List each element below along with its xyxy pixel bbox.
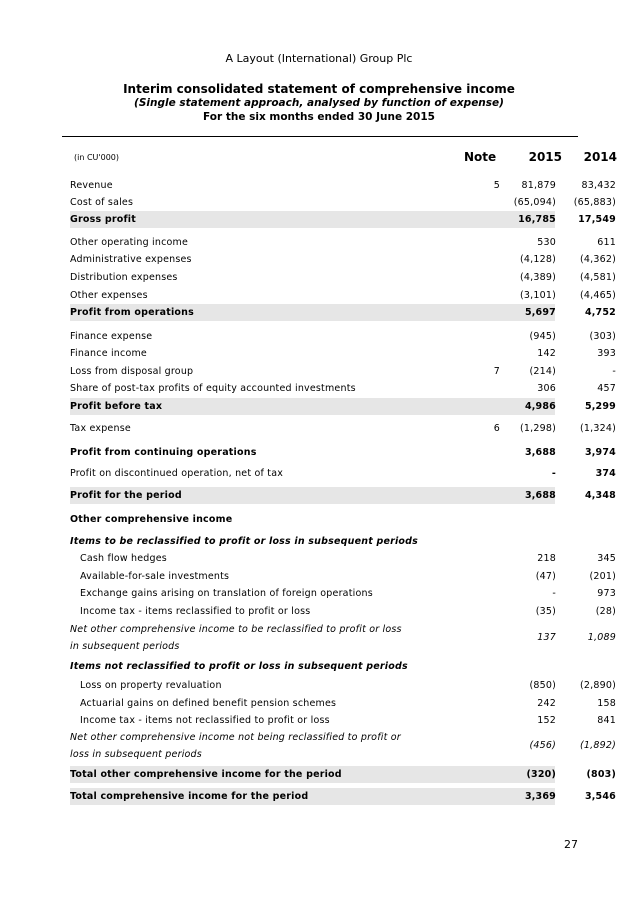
row-label: Exchange gains arising on translation of foreign operations — [80, 588, 373, 599]
value-2015: (214) — [529, 366, 556, 377]
table-row — [70, 697, 616, 711]
row-label: Profit from continuing operations — [70, 447, 257, 458]
row-label: Loss on property revaluation — [80, 680, 222, 691]
table-row — [70, 729, 616, 763]
value-2015: (4,389) — [519, 272, 556, 283]
row-label: Profit from operations — [70, 307, 194, 318]
table-row — [70, 788, 616, 805]
row-label: Profit on discontinued operation, net of tax — [70, 468, 284, 479]
row-label: Finance income — [70, 348, 147, 359]
value-2014: 158 — [597, 698, 616, 709]
row-label: Revenue — [70, 180, 113, 191]
value-2014: 83,432 — [581, 180, 616, 191]
company-name: A Layout (International) Group Plc — [225, 52, 413, 65]
row-label-line2: in subsequent periods — [70, 641, 180, 652]
value-2015: - — [551, 468, 556, 479]
table-row — [70, 766, 616, 783]
table-header — [70, 150, 617, 168]
row-label: Total other comprehensive income for the period — [70, 769, 342, 780]
table-row — [70, 365, 616, 379]
value-2015: (3,101) — [519, 290, 556, 301]
table-row — [70, 382, 616, 396]
value-2015: (456) — [529, 740, 556, 751]
table-row — [70, 570, 616, 584]
row-label: Administrative expenses — [70, 254, 192, 265]
table-row — [70, 347, 616, 361]
value-2015: 137 — [537, 632, 556, 643]
value-2014: (2,890) — [579, 680, 616, 691]
table-row — [70, 304, 616, 321]
year-2015-column-header: 2015 — [528, 150, 562, 164]
table-row — [70, 535, 555, 549]
table-row — [70, 552, 616, 566]
value-2015: 4,986 — [524, 401, 556, 412]
value-2014: (4,362) — [579, 254, 616, 265]
value-2014: 5,299 — [584, 401, 616, 412]
value-2014: (303) — [589, 331, 616, 342]
header-divider — [62, 136, 578, 137]
value-2015: 16,785 — [518, 214, 556, 225]
value-2014: (4,465) — [579, 290, 616, 301]
year-2014-column-header: 2014 — [583, 150, 617, 164]
row-label-line2: loss in subsequent periods — [70, 749, 202, 760]
value-2015: (65,094) — [513, 197, 556, 208]
value-2015: 242 — [537, 698, 556, 709]
row-label: Other expenses — [70, 290, 148, 301]
row-label: Finance expense — [70, 331, 153, 342]
value-2015: 3,688 — [524, 490, 556, 501]
row-label: Available-for-sale investments — [80, 571, 230, 582]
value-2015: 3,369 — [524, 791, 556, 802]
value-2015: (35) — [535, 606, 556, 617]
value-2014: 611 — [597, 237, 616, 248]
value-2014: (1,324) — [579, 423, 616, 434]
row-label: Items not reclassified to profit or loss in subsequent periods — [70, 661, 408, 672]
value-2014: (4,581) — [579, 272, 616, 283]
row-label: Total comprehensive income for the period — [70, 791, 309, 802]
value-2014: 345 — [597, 553, 616, 564]
value-2015: (320) — [526, 769, 556, 780]
statement-subtitle: (Single statement approach, analysed by function of expense) — [134, 97, 504, 109]
row-label: Profit for the period — [70, 490, 182, 501]
value-2014: 457 — [597, 383, 616, 394]
table-row — [70, 253, 616, 267]
row-label: Cost of sales — [70, 197, 134, 208]
row-label: Distribution expenses — [70, 272, 178, 283]
row-label: Income tax - items reclassified to profit or loss — [80, 606, 311, 617]
table-row — [70, 660, 555, 674]
row-label: Items to be reclassified to profit or loss in subsequent periods — [70, 536, 419, 547]
row-label — [70, 621, 402, 655]
table-row — [70, 236, 616, 250]
row-label: Actuarial gains on defined benefit pension schemes — [80, 698, 337, 709]
value-2015: (4,128) — [519, 254, 556, 265]
value-2014: (28) — [595, 606, 616, 617]
row-label: Profit before tax — [70, 401, 163, 412]
value-2014: (201) — [589, 571, 616, 582]
table-row — [70, 398, 616, 415]
row-label: Income tax - items not reclassified to profit or loss — [80, 715, 330, 726]
statement-title-block — [0, 82, 638, 124]
value-2015: (1,298) — [519, 423, 556, 434]
table-row — [70, 196, 616, 210]
statement-title: Interim consolidated statement of comprehensive income — [123, 82, 515, 96]
table-row — [70, 621, 616, 655]
row-label-line1: Net other comprehensive income not being reclassified to profit or — [70, 732, 401, 743]
value-2014: 3,974 — [584, 447, 616, 458]
value-2015: 81,879 — [521, 180, 556, 191]
value-2015: 3,688 — [524, 447, 556, 458]
value-2014: 4,348 — [584, 490, 616, 501]
value-2014: 374 — [595, 468, 616, 479]
value-2014: 393 — [597, 348, 616, 359]
table-row — [70, 679, 616, 693]
value-2014: 4,752 — [584, 307, 616, 318]
value-2015: (47) — [535, 571, 556, 582]
value-2014: (1,892) — [579, 740, 616, 751]
page-number: 27 — [564, 838, 578, 851]
value-2014: 973 — [597, 588, 616, 599]
table-row — [70, 179, 616, 193]
statement-period: For the six months ended 30 June 2015 — [203, 111, 435, 123]
value-2015: 152 — [537, 715, 556, 726]
value-2015: 218 — [537, 553, 556, 564]
row-label-line1: Net other comprehensive income to be reclassified to profit or loss — [70, 624, 402, 635]
value-2014: (65,883) — [573, 197, 616, 208]
table-row — [70, 467, 616, 481]
value-2015: (945) — [529, 331, 556, 342]
value-2015: 530 — [537, 237, 556, 248]
value-2014: 841 — [597, 715, 616, 726]
row-note: 7 — [493, 366, 500, 377]
note-column-header: Note — [464, 150, 497, 164]
value-2014: 17,549 — [578, 214, 616, 225]
table-row — [70, 211, 616, 228]
row-label: Tax expense — [70, 423, 131, 434]
row-label — [70, 729, 401, 763]
table-row — [70, 513, 555, 527]
row-label: Loss from disposal group — [70, 366, 194, 377]
table-row — [70, 605, 616, 619]
table-row — [70, 271, 616, 285]
row-note: 5 — [493, 180, 500, 191]
unit-label: (in CU'000) — [74, 153, 119, 162]
table-row — [70, 446, 616, 460]
value-2015: 306 — [537, 383, 556, 394]
value-2014: (803) — [586, 769, 616, 780]
row-label: Cash flow hedges — [80, 553, 167, 564]
row-label: Gross profit — [70, 214, 136, 225]
value-2014: 3,546 — [584, 791, 616, 802]
table-row — [70, 330, 616, 344]
table-row — [70, 587, 616, 601]
value-2015: - — [552, 588, 556, 599]
value-2015: (850) — [529, 680, 556, 691]
table-row — [70, 487, 616, 504]
table-row — [70, 289, 616, 303]
value-2014: 1,089 — [587, 632, 616, 643]
value-2015: 142 — [537, 348, 556, 359]
value-2015: 5,697 — [524, 307, 556, 318]
value-2014: - — [612, 366, 616, 377]
row-note: 6 — [493, 423, 500, 434]
row-label: Other comprehensive income — [70, 514, 233, 525]
table-row — [70, 714, 616, 728]
table-row — [70, 422, 616, 436]
row-label: Other operating income — [70, 237, 189, 248]
row-label: Share of post-tax profits of equity accounted investments — [70, 383, 356, 394]
